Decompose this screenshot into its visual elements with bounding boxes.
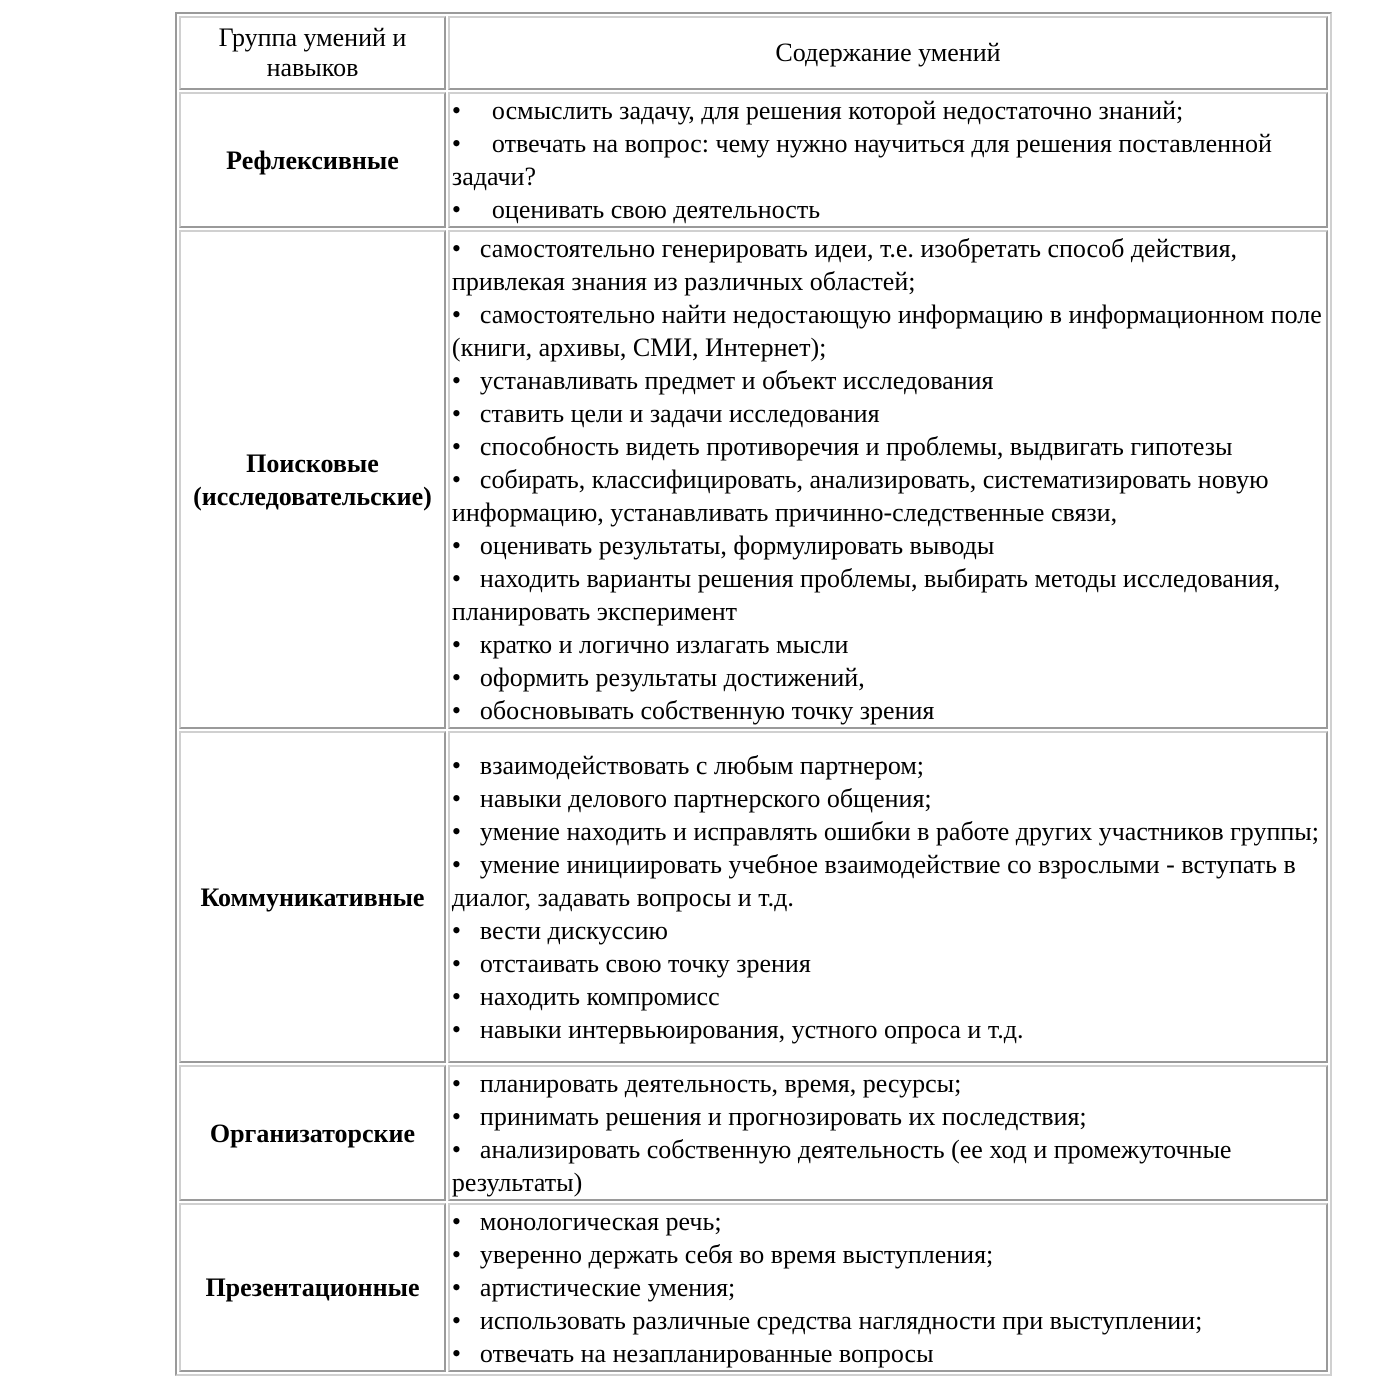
list-item-text: оформить результаты достижений, [479, 663, 865, 692]
bullet-icon: • [451, 783, 462, 813]
list-item-text: собирать, классифицировать, анализировать, систематизировать новую информацию, устанавливать причинно-следственные связи, [451, 465, 1269, 527]
bullet-icon: • [451, 195, 462, 224]
bullet-icon: • [451, 96, 462, 125]
header-group: Группа умений и навыков [179, 16, 446, 90]
table-row [179, 1065, 1328, 1201]
list-item [452, 94, 1324, 127]
list-item [452, 815, 1324, 848]
list-item-text: обосновывать собственную точку зрения [479, 696, 935, 725]
table-row [179, 92, 1328, 228]
list-item-text: навыки делового партнерского общения; [479, 783, 932, 813]
list-item-text: умение находить и исправлять ошибки в работе других участников группы; [479, 816, 1319, 846]
list-item [452, 914, 1324, 947]
skills-table [175, 12, 1332, 1376]
list-item [452, 1205, 1324, 1238]
bullet-icon: • [451, 1014, 462, 1044]
list-item [452, 298, 1324, 364]
list-item-text: самостоятельно генерировать идеи, т.е. изобретать способ действия, привлекая знания из различных областей; [451, 234, 1238, 296]
bullet-icon: • [451, 630, 462, 659]
list-item [452, 1271, 1324, 1304]
bullet-icon: • [451, 399, 462, 428]
list-item [452, 1067, 1324, 1100]
list-item [452, 1304, 1324, 1337]
bullet-icon: • [451, 849, 462, 879]
bullet-icon: • [451, 1240, 462, 1269]
bullet-icon: • [451, 1306, 462, 1335]
bullet-icon: • [451, 1273, 462, 1302]
list-item [452, 463, 1324, 529]
list-item-text: кратко и логично излагать мысли [479, 630, 849, 659]
list-item-text: ставить цели и задачи исследования [479, 399, 880, 428]
skills-list [448, 731, 1328, 1063]
bullet-icon: • [451, 696, 462, 725]
list-item [452, 749, 1324, 782]
list-item [452, 947, 1324, 980]
header-row [179, 16, 1328, 90]
list-item [452, 127, 1324, 193]
bullet-icon: • [451, 1102, 462, 1131]
list-item [452, 1133, 1324, 1199]
list-item [452, 1337, 1324, 1370]
list-item-text: отстаивать свою точку зрения [479, 948, 811, 978]
bullet-icon: • [451, 366, 462, 395]
list-item-text: монологическая речь; [479, 1207, 722, 1236]
list-item-text: взаимодействовать с любым партнером; [479, 750, 925, 780]
table-body [179, 92, 1328, 1372]
skills-list [448, 230, 1328, 729]
list-item-text: отвечать на вопрос: чему нужно научиться для решения поставленной задачи? [451, 129, 1272, 191]
list-item-text: планировать деятельность, время, ресурсы; [479, 1069, 962, 1098]
list-item-text: отвечать на незапланированные вопросы [479, 1339, 934, 1368]
bullet-icon: • [451, 750, 462, 780]
bullet-icon: • [451, 1069, 462, 1098]
bullet-icon: • [451, 564, 462, 593]
list-item [452, 193, 1324, 226]
list-item [452, 628, 1324, 661]
list-item-text: использовать различные средства наглядности при выступлении; [479, 1306, 1203, 1335]
list-item [452, 232, 1324, 298]
list-item-text: умение инициировать учебное взаимодействие со взрослыми - вступать в диалог, задавать вопросы и т.д. [451, 849, 1296, 912]
list-item [452, 529, 1324, 562]
list-item [452, 562, 1324, 628]
bullet-icon: • [451, 663, 462, 692]
list-item-text: осмыслить задачу, для решения которой недостаточно знаний; [491, 96, 1184, 125]
list-item [452, 980, 1324, 1013]
group-name: Поисковые (исследовательские) [179, 230, 446, 729]
list-item-text: анализировать собственную деятельность (ее ход и промежуточные результаты) [451, 1135, 1232, 1197]
bullet-icon: • [451, 1207, 462, 1236]
list-item-text: устанавливать предмет и объект исследования [479, 366, 994, 395]
list-item-text: находить варианты решения проблемы, выбирать методы исследования, планировать эксперимент [451, 564, 1281, 626]
list-item [452, 1100, 1324, 1133]
list-item-text: оценивать свою деятельность [491, 195, 821, 224]
list-item [452, 1013, 1324, 1046]
list-item-text: находить компромисс [479, 981, 720, 1011]
bullet-icon: • [451, 531, 462, 560]
list-item-text: навыки интервьюирования, устного опроса и т.д. [479, 1014, 1024, 1044]
group-name: Презентационные [179, 1203, 446, 1372]
table-row [179, 731, 1328, 1063]
bullet-icon: • [451, 816, 462, 846]
bullet-icon: • [451, 465, 462, 494]
list-item [452, 364, 1324, 397]
bullet-icon: • [451, 234, 462, 263]
skills-list [448, 1203, 1328, 1372]
list-item-text: артистические умения; [479, 1273, 736, 1302]
list-item-text: вести дискуссию [479, 915, 668, 945]
bullet-icon: • [451, 981, 462, 1011]
list-item-text: оценивать результаты, формулировать выводы [479, 531, 995, 560]
bullet-icon: • [451, 129, 462, 158]
table-row [179, 1203, 1328, 1372]
bullet-icon: • [451, 915, 462, 945]
group-name: Рефлексивные [179, 92, 446, 228]
header-content: Содержание умений [448, 16, 1328, 90]
group-name: Коммуникативные [179, 731, 446, 1063]
list-item [452, 848, 1324, 914]
bullet-icon: • [451, 1135, 462, 1164]
list-item [452, 694, 1324, 727]
bullet-icon: • [451, 300, 462, 329]
list-item [452, 430, 1324, 463]
list-item-text: способность видеть противоречия и проблемы, выдвигать гипотезы [479, 432, 1233, 461]
group-name: Организаторские [179, 1065, 446, 1201]
list-item-text: уверенно держать себя во время выступления; [479, 1240, 994, 1269]
bullet-icon: • [451, 432, 462, 461]
list-item [452, 782, 1324, 815]
list-item [452, 1238, 1324, 1271]
bullet-icon: • [451, 948, 462, 978]
skills-list [448, 92, 1328, 228]
list-item-text: принимать решения и прогнозировать их последствия; [479, 1102, 1087, 1131]
list-item [452, 661, 1324, 694]
list-item [452, 397, 1324, 430]
table-row [179, 230, 1328, 729]
skills-list [448, 1065, 1328, 1201]
bullet-icon: • [451, 1339, 462, 1368]
list-item-text: самостоятельно найти недостающую информацию в информационном поле (книги, архивы, СМИ, Интернет); [451, 300, 1322, 362]
